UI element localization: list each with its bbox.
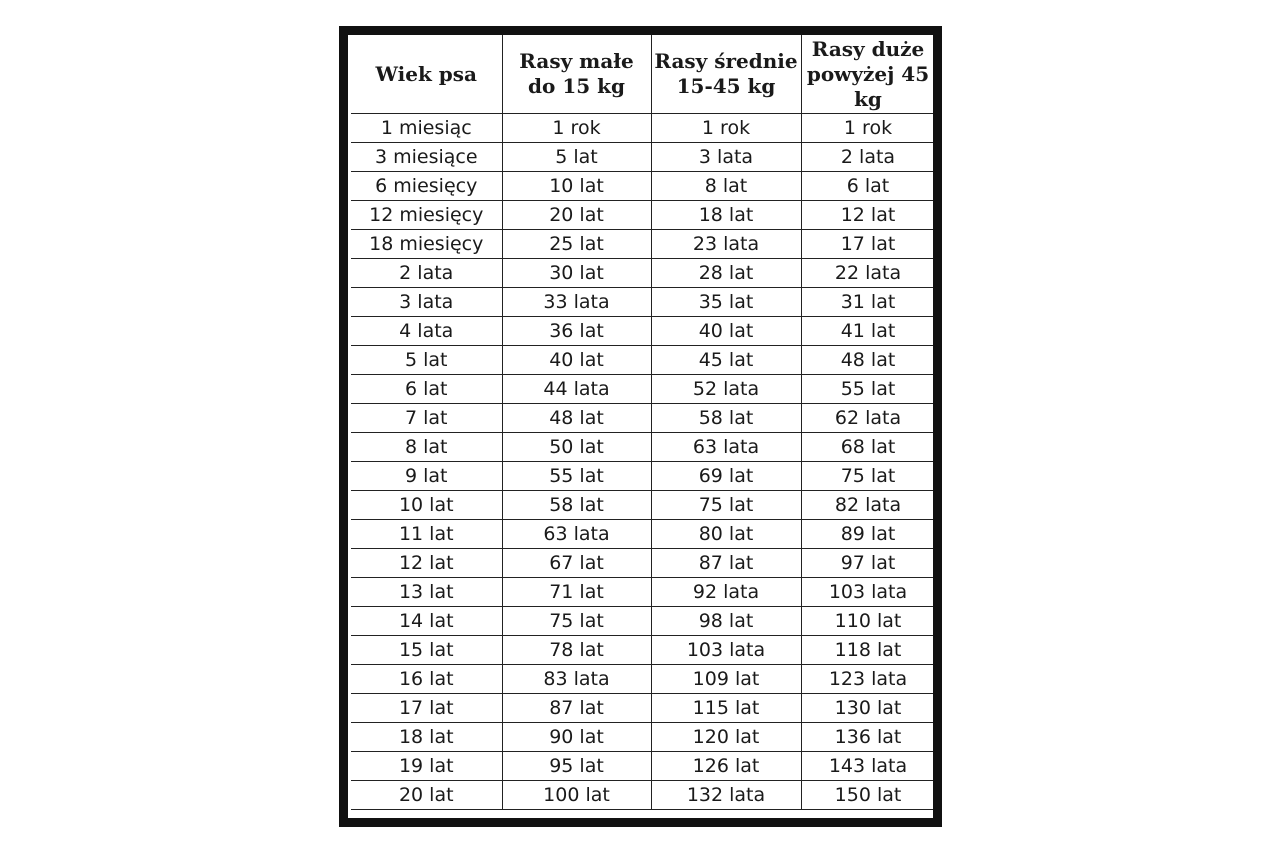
small-breed-cell: 100 lat [502,781,651,810]
medium-breed-cell: 98 lat [651,607,801,636]
dog-age-cell: 17 lat [351,694,502,723]
dog-age-cell: 5 lat [351,346,502,375]
small-breed-cell: 48 lat [502,404,651,433]
large-breed-cell: 62 lata [801,404,935,433]
dog-age-cell: 11 lat [351,520,502,549]
medium-breed-cell: 35 lat [651,288,801,317]
small-breed-cell: 87 lat [502,694,651,723]
medium-breed-cell: 87 lat [651,549,801,578]
table-row [351,694,935,723]
large-breed-cell: 22 lata [801,259,935,288]
dog-age-cell: 13 lat [351,578,502,607]
small-breed-cell: 83 lata [502,665,651,694]
large-breed-cell: 123 lata [801,665,935,694]
large-breed-cell: 82 lata [801,491,935,520]
medium-breed-cell: 28 lat [651,259,801,288]
medium-breed-cell: 103 lata [651,636,801,665]
small-breed-cell: 75 lat [502,607,651,636]
large-breed-cell: 143 lata [801,752,935,781]
table-row [351,462,935,491]
large-breed-cell: 6 lat [801,172,935,201]
medium-breed-cell: 69 lat [651,462,801,491]
small-breed-cell: 78 lat [502,636,651,665]
dog-age-cell: 15 lat [351,636,502,665]
table-row [351,114,935,143]
small-breed-cell: 55 lat [502,462,651,491]
table-row [351,288,935,317]
table-row [351,520,935,549]
small-breed-cell: 63 lata [502,520,651,549]
table-row [351,172,935,201]
medium-breed-cell: 63 lata [651,433,801,462]
table-row [351,665,935,694]
table-row [351,781,935,810]
dog-age-cell: 14 lat [351,607,502,636]
small-breed-cell: 20 lat [502,201,651,230]
large-breed-cell: 118 lat [801,636,935,665]
medium-breed-cell: 45 lat [651,346,801,375]
medium-breed-cell: 52 lata [651,375,801,404]
medium-breed-cell: 18 lat [651,201,801,230]
dog-age-cell: 6 miesięcy [351,172,502,201]
dog-age-cell: 18 lat [351,723,502,752]
large-breed-cell: 17 lat [801,230,935,259]
table-frame [339,26,942,827]
small-breed-cell: 33 lata [502,288,651,317]
medium-breed-cell: 132 lata [651,781,801,810]
table-row [351,317,935,346]
medium-breed-cell: 23 lata [651,230,801,259]
small-breed-cell: 1 rok [502,114,651,143]
large-breed-cell: 150 lat [801,781,935,810]
large-breed-cell: 12 lat [801,201,935,230]
medium-breed-cell: 75 lat [651,491,801,520]
dog-age-cell: 2 lata [351,259,502,288]
dog-age-cell: 10 lat [351,491,502,520]
medium-breed-cell: 115 lat [651,694,801,723]
small-breed-cell: 40 lat [502,346,651,375]
dog-age-cell: 19 lat [351,752,502,781]
large-breed-cell: 68 lat [801,433,935,462]
table-row [351,230,935,259]
small-breed-cell: 36 lat [502,317,651,346]
large-breed-cell: 2 lata [801,143,935,172]
large-breed-cell: 41 lat [801,317,935,346]
medium-breed-cell: 109 lat [651,665,801,694]
dog-age-cell: 8 lat [351,433,502,462]
medium-breed-cell: 92 lata [651,578,801,607]
table-row [351,723,935,752]
small-breed-cell: 50 lat [502,433,651,462]
small-breed-cell: 25 lat [502,230,651,259]
large-breed-cell: 110 lat [801,607,935,636]
medium-breed-cell: 3 lata [651,143,801,172]
large-breed-cell: 130 lat [801,694,935,723]
header-medium-breeds: Rasy średnie 15-45 kg [651,35,801,114]
table-row [351,375,935,404]
small-breed-cell: 95 lat [502,752,651,781]
table-row [351,752,935,781]
table-row [351,201,935,230]
dog-age-cell: 3 lata [351,288,502,317]
small-breed-cell: 30 lat [502,259,651,288]
small-breed-cell: 44 lata [502,375,651,404]
dog-age-cell: 1 miesiąc [351,114,502,143]
large-breed-cell: 75 lat [801,462,935,491]
large-breed-cell: 103 lata [801,578,935,607]
large-breed-cell: 31 lat [801,288,935,317]
medium-breed-cell: 58 lat [651,404,801,433]
header-row [351,35,935,114]
medium-breed-cell: 40 lat [651,317,801,346]
large-breed-cell: 89 lat [801,520,935,549]
small-breed-cell: 5 lat [502,143,651,172]
table-row [351,404,935,433]
table-row [351,549,935,578]
header-small-breeds: Rasy małe do 15 kg [502,35,651,114]
medium-breed-cell: 120 lat [651,723,801,752]
small-breed-cell: 67 lat [502,549,651,578]
dog-age-cell: 4 lata [351,317,502,346]
dog-age-cell: 6 lat [351,375,502,404]
dog-age-cell: 20 lat [351,781,502,810]
large-breed-cell: 136 lat [801,723,935,752]
large-breed-cell: 1 rok [801,114,935,143]
small-breed-cell: 90 lat [502,723,651,752]
dog-age-cell: 3 miesiące [351,143,502,172]
table-row [351,433,935,462]
dog-age-cell: 12 miesięcy [351,201,502,230]
dog-age-cell: 7 lat [351,404,502,433]
table-row [351,636,935,665]
table-body [351,114,935,810]
medium-breed-cell: 126 lat [651,752,801,781]
small-breed-cell: 10 lat [502,172,651,201]
medium-breed-cell: 8 lat [651,172,801,201]
table-row [351,578,935,607]
dog-age-cell: 9 lat [351,462,502,491]
table-row [351,491,935,520]
header-large-breeds: Rasy duże powyżej 45 kg [801,35,935,114]
large-breed-cell: 97 lat [801,549,935,578]
large-breed-cell: 55 lat [801,375,935,404]
header-dog-age: Wiek psa [351,35,502,114]
table-row [351,143,935,172]
large-breed-cell: 48 lat [801,346,935,375]
dog-age-cell: 16 lat [351,665,502,694]
dog-age-cell: 12 lat [351,549,502,578]
table-row [351,607,935,636]
small-breed-cell: 58 lat [502,491,651,520]
table-row [351,346,935,375]
medium-breed-cell: 1 rok [651,114,801,143]
dog-age-cell: 18 miesięcy [351,230,502,259]
table-row [351,259,935,288]
medium-breed-cell: 80 lat [651,520,801,549]
small-breed-cell: 71 lat [502,578,651,607]
dog-age-table [351,35,936,810]
